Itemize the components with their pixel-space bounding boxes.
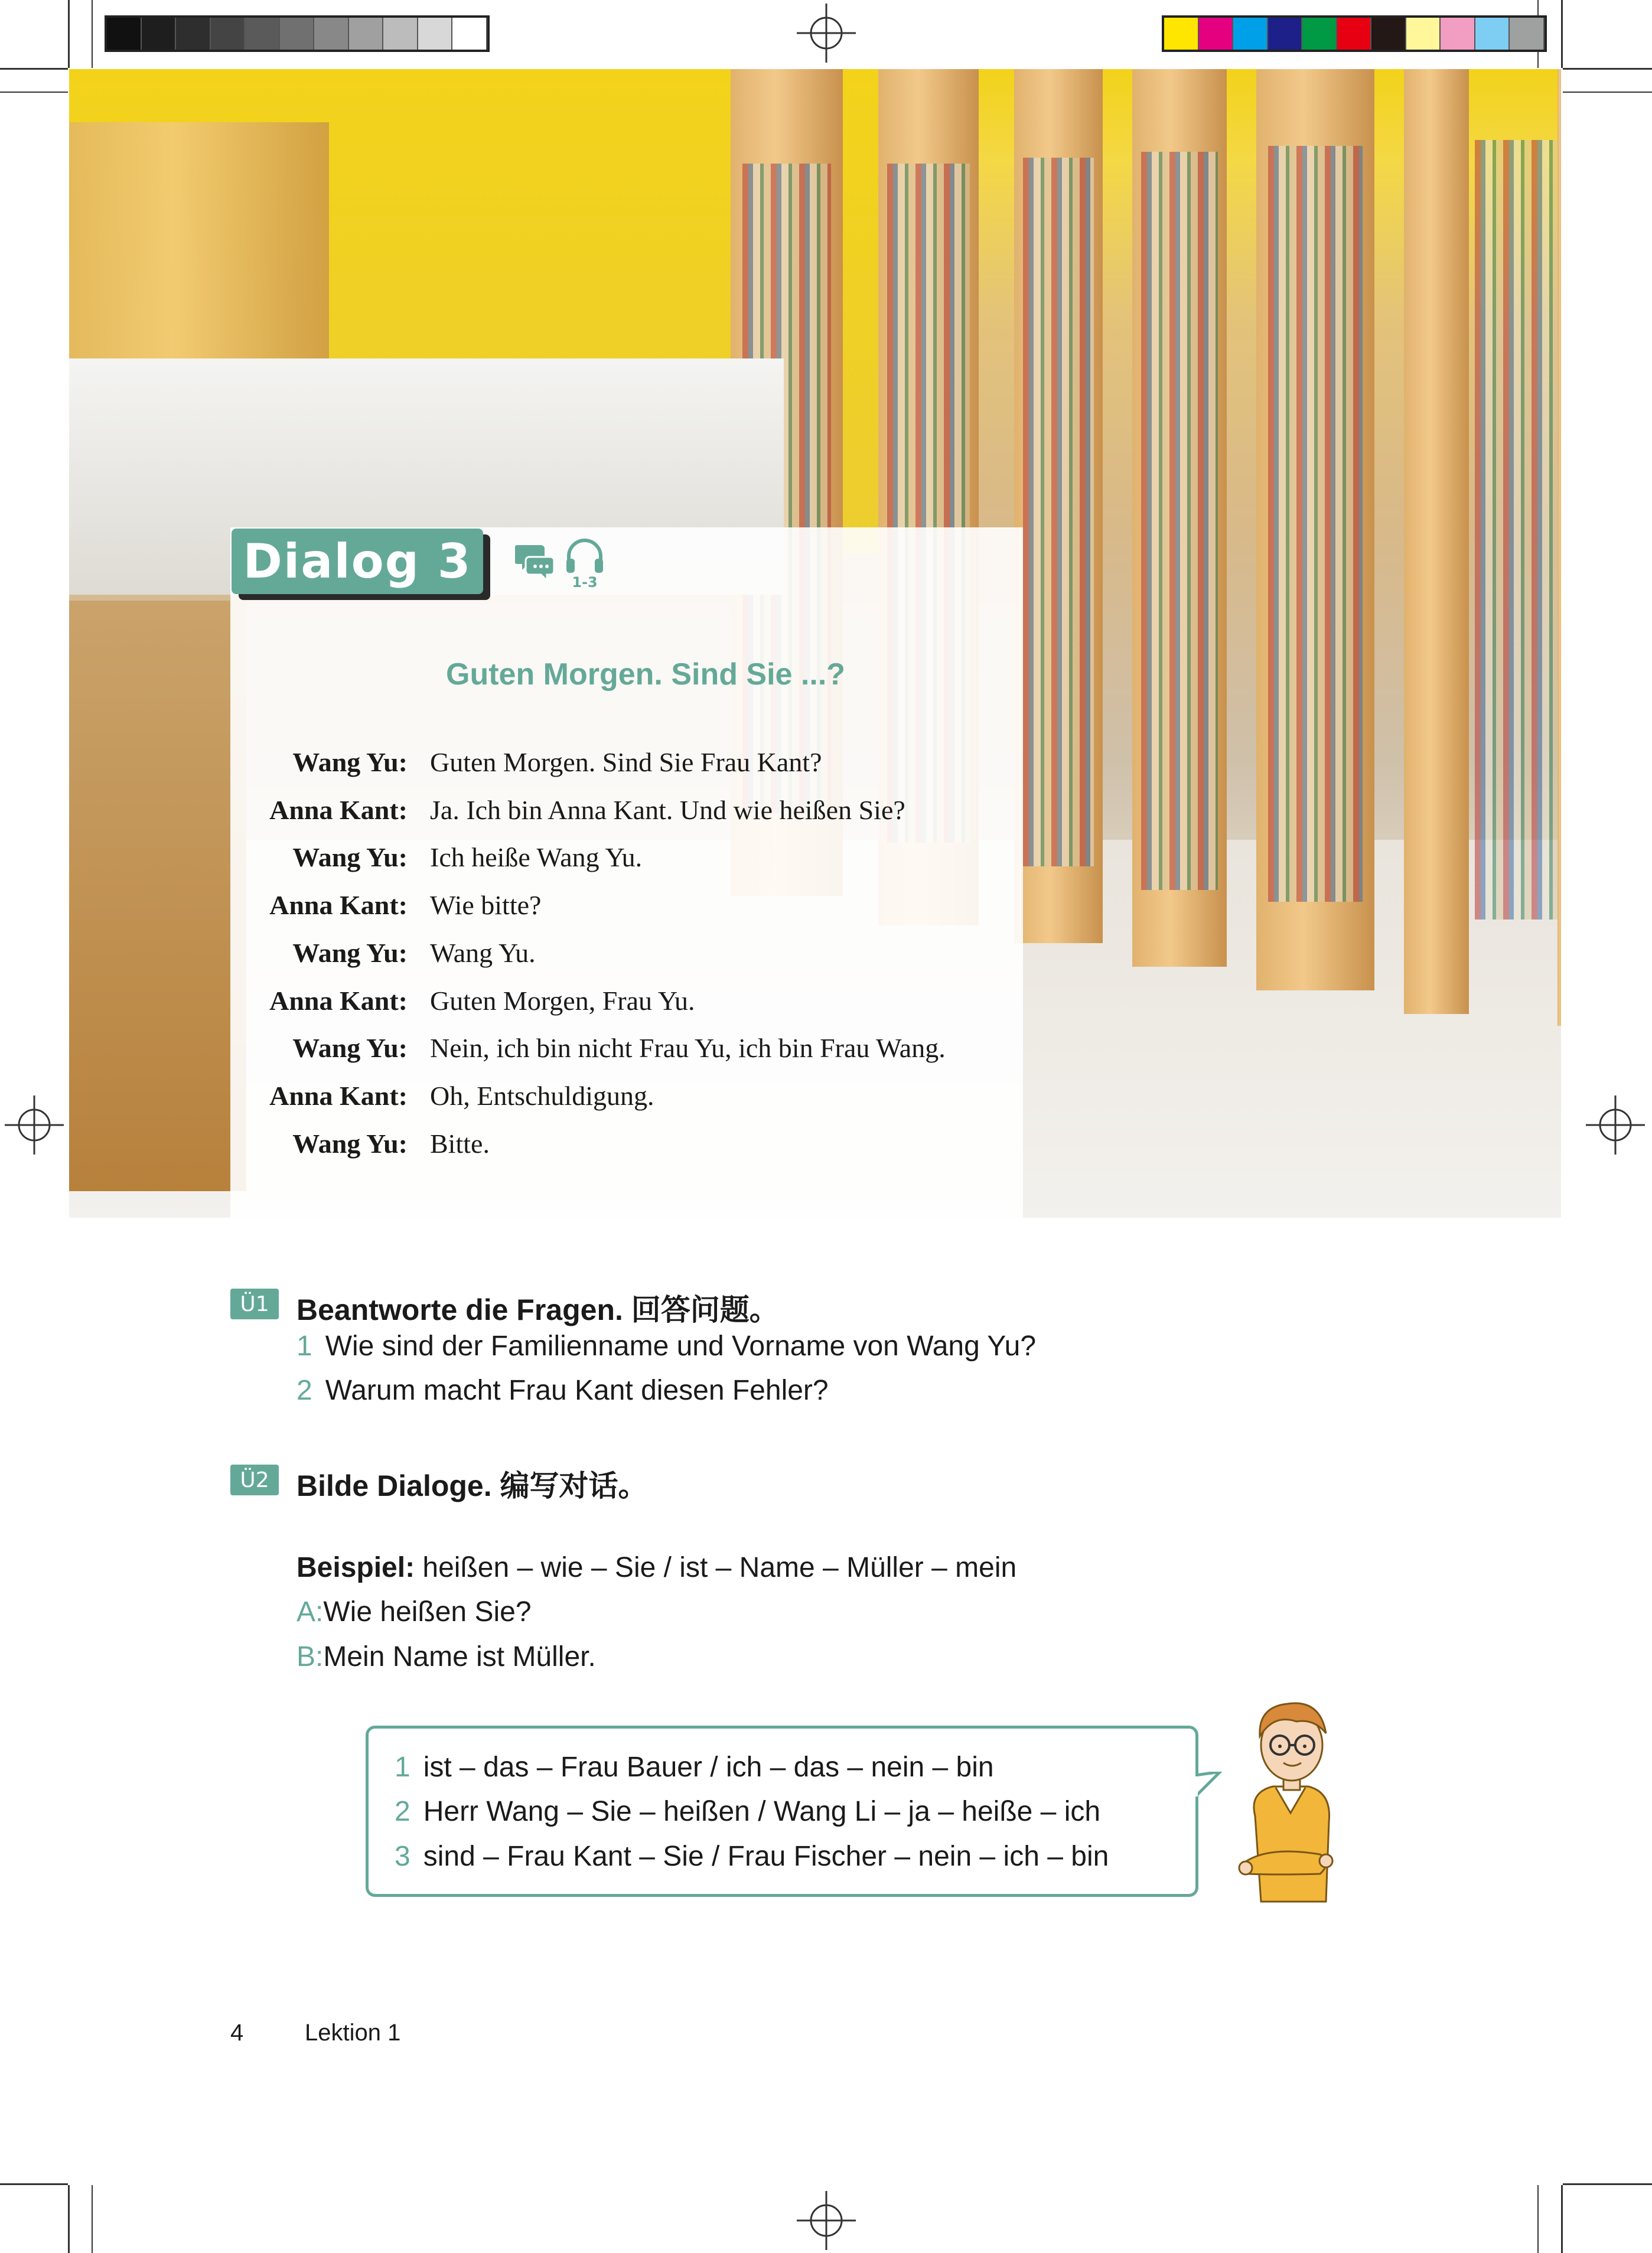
speaker-name: Wang Yu: [292, 1033, 408, 1064]
calibration-swatch [211, 18, 246, 50]
exercise-1-badge: Ü1 [230, 1289, 279, 1319]
exercise-1-item [296, 1374, 829, 1407]
calibration-swatch [1199, 18, 1234, 50]
dialog-text: Ja. Ich bin Anna Kant. Und wie heißen Sie? [430, 794, 905, 825]
item-text: Herr Wang – Sie – heißen / Wang Li – ja – heiße – ich [423, 1796, 1101, 1827]
calibration-swatch [280, 18, 315, 50]
speaker-name: Anna Kant: [269, 1080, 408, 1111]
speaker-name: Anna Kant: [269, 985, 408, 1016]
registration-mark-left [5, 1095, 64, 1155]
calibration-swatch [1302, 18, 1337, 50]
dialog-line [230, 985, 998, 1032]
task-item [395, 1840, 1109, 1873]
item-text: sind – Frau Kant – Sie / Frau Fischer – nein – ich – bin [423, 1841, 1109, 1872]
exercise-2-title: Bilde Dialoge. 编写对话。 [296, 1469, 648, 1502]
task-item [395, 1795, 1100, 1828]
calibration-swatch [142, 18, 177, 50]
calibration-swatch [245, 18, 280, 50]
dialog-line [230, 1032, 998, 1080]
calibration-swatch [1510, 18, 1545, 50]
speaker-name: Anna Kant: [269, 890, 408, 921]
item-number: 1 [296, 1331, 312, 1362]
chat-bubbles-icon[interactable] [515, 542, 556, 583]
speech-bubble-tail [1195, 1772, 1223, 1807]
dialog-text: Wie bitte? [430, 890, 542, 921]
registration-mark-right [1586, 1095, 1645, 1155]
cartoon-boy-illustration [1231, 1686, 1350, 1910]
dialog-line [230, 1080, 998, 1127]
lesson-label: Lektion 1 [305, 2020, 401, 2046]
item-number: 1 [395, 1752, 410, 1783]
answer-a-label: A: [296, 1596, 324, 1628]
dialog-badge-label: Dialog 3 [243, 534, 472, 589]
dialog-text: Nein, ich bin nicht Frau Yu, ich bin Frau Wang. [430, 1033, 946, 1064]
item-number: 2 [395, 1796, 410, 1827]
dialog-line [230, 937, 998, 984]
calibration-swatch [1233, 18, 1268, 50]
calibration-swatch [1406, 18, 1441, 50]
exercise-1-title: Beantworte die Fragen. 回答问题。 [296, 1293, 779, 1326]
item-number: 2 [296, 1375, 312, 1406]
calibration-swatch [349, 18, 384, 50]
calibration-swatch [107, 18, 142, 50]
answer-a-text: Wie heißen Sie? [323, 1596, 532, 1628]
exercise-1-item [296, 1330, 1036, 1362]
headphones-icon[interactable] [564, 537, 605, 574]
answer-b-label: B: [296, 1641, 324, 1672]
dialog-text: Wang Yu. [430, 937, 536, 968]
grayscale-calibration-bar [105, 15, 490, 52]
item-text: ist – das – Frau Bauer / ich – das – nein – bin [423, 1752, 994, 1783]
registration-mark-top [797, 4, 856, 63]
calibration-swatch [418, 18, 453, 50]
calibration-swatch [1337, 18, 1372, 50]
example-text: heißen – wie – Sie / ist – Name – Müller – mein [415, 1552, 1017, 1583]
speaker-name: Wang Yu: [292, 842, 408, 873]
item-text: Warum macht Frau Kant diesen Fehler? [325, 1375, 829, 1406]
dialog-text: Oh, Entschuldigung. [430, 1080, 654, 1111]
item-number: 3 [395, 1841, 410, 1872]
dialog-text: Ich heiße Wang Yu. [430, 842, 643, 873]
task-item [395, 1751, 994, 1784]
calibration-swatch [1164, 18, 1199, 50]
dialog-line [230, 794, 998, 842]
calibration-swatch [1475, 18, 1510, 50]
speaker-name: Wang Yu: [292, 747, 408, 777]
color-calibration-bar [1162, 15, 1547, 52]
dialog-line [230, 1128, 998, 1175]
speaker-name: Anna Kant: [269, 794, 408, 825]
dialog-subtitle: Guten Morgen. Sind Sie ...? [446, 657, 846, 692]
dialog-text: Bitte. [430, 1128, 490, 1159]
calibration-swatch [1268, 18, 1303, 50]
calibration-swatch [1371, 18, 1406, 50]
answer-b-line [296, 1641, 596, 1673]
speaker-name: Wang Yu: [292, 1128, 408, 1159]
calibration-swatch [314, 18, 349, 50]
dialog-text: Guten Morgen, Frau Yu. [430, 985, 695, 1016]
dialog-badge [232, 529, 483, 594]
dialog-line [230, 746, 998, 794]
exercise-2-badge: Ü2 [230, 1465, 279, 1495]
audio-track-label: 1-3 [572, 574, 598, 591]
example-line [296, 1551, 1016, 1584]
calibration-swatch [383, 18, 418, 50]
dialog-line [230, 842, 998, 889]
answer-a-line [296, 1596, 532, 1628]
calibration-swatch [176, 18, 211, 50]
example-label: Beispiel: [296, 1552, 415, 1583]
dialog-text: Guten Morgen. Sind Sie Frau Kant? [430, 747, 822, 777]
registration-mark-bottom [797, 2191, 856, 2250]
item-text: Wie sind der Familienname und Vorname von Wang Yu? [325, 1331, 1037, 1362]
page-number: 4 [230, 2020, 244, 2046]
speaker-name: Wang Yu: [292, 937, 408, 968]
calibration-swatch [1441, 18, 1475, 50]
answer-b-text: Mein Name ist Müller. [323, 1641, 596, 1672]
calibration-swatch [452, 18, 487, 50]
dialog-line [230, 889, 998, 937]
